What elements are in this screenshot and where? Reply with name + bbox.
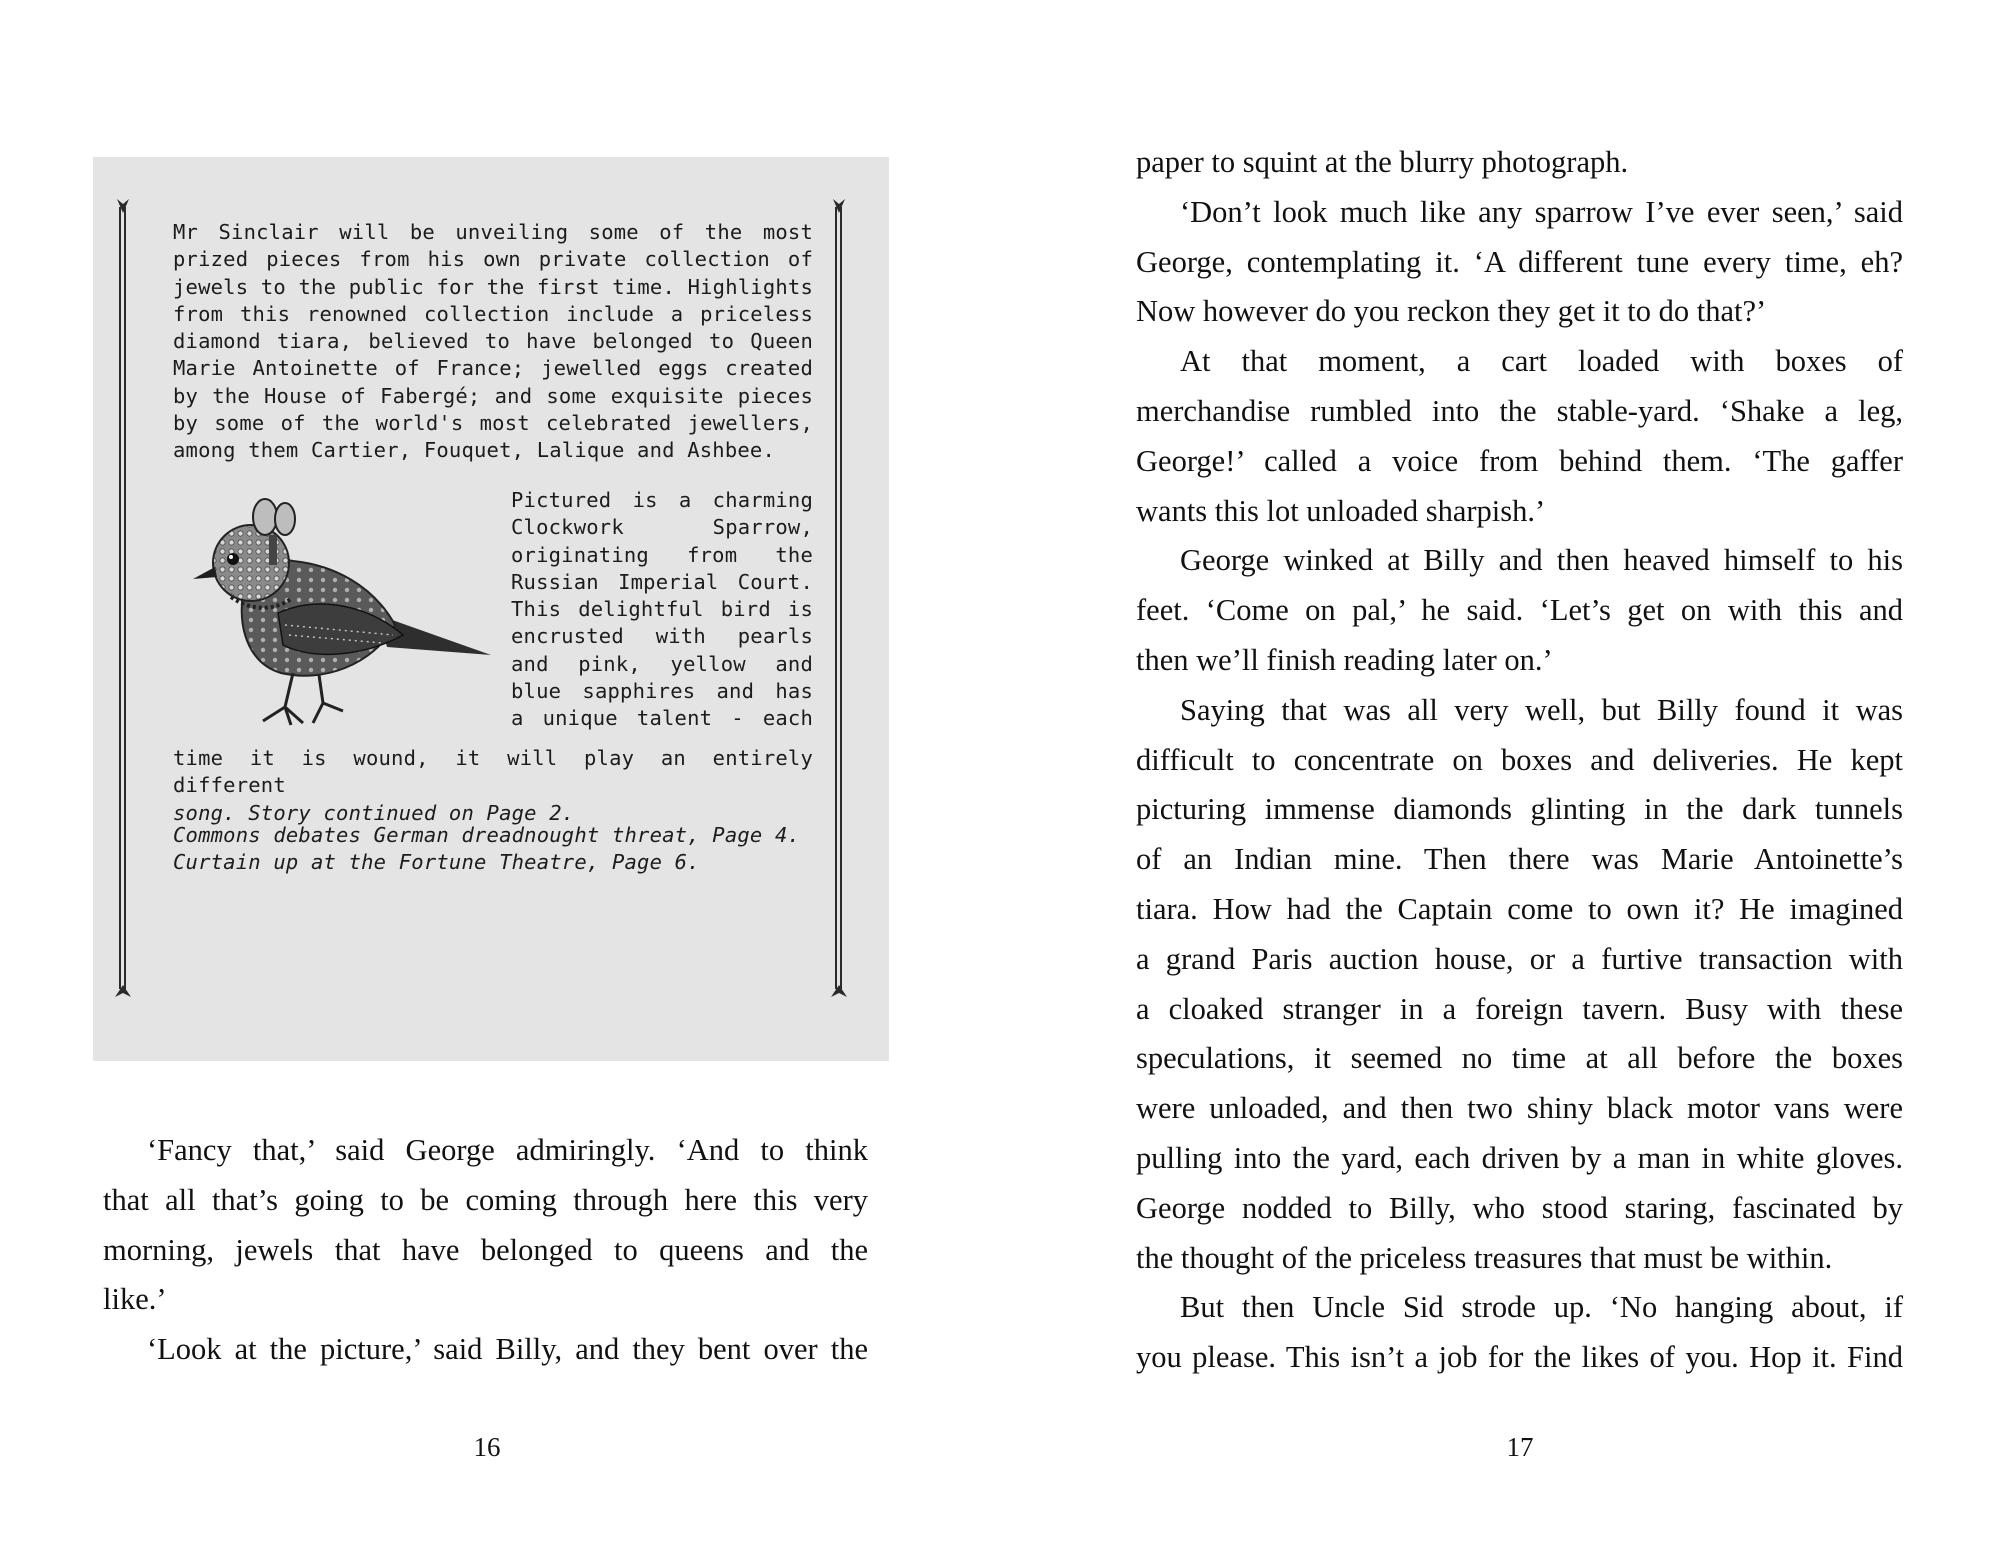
text-line: merchandise rumbled into the stable-yard. ‘Shake a leg, xyxy=(1136,393,1903,428)
paragraph xyxy=(1136,337,1903,536)
text-line: feet. ‘Come on pal,’ he said. ‘Let’s get on with this and xyxy=(1136,593,1903,628)
text-line: ‘Fancy that,’ said George admiringly. ‘And to think xyxy=(147,1133,868,1167)
text-line: the thought of the priceless treasures that must be within. xyxy=(1136,1240,1833,1275)
clipping-line: by the House of Fabergé; and some exquisite pieces xyxy=(173,383,813,408)
paragraph xyxy=(1136,1283,1903,1383)
clipping-line: Russian Imperial Court. xyxy=(511,569,813,594)
newspaper-clipping xyxy=(93,157,889,1061)
clipping-line: time it is wound, it will play an entirely different xyxy=(173,746,813,798)
left-page-body xyxy=(103,1126,868,1375)
text-line: ‘Don’t look much like any sparrow I’ve ever seen,’ said xyxy=(1180,194,1903,229)
paragraph xyxy=(1136,536,1903,685)
text-line: George winked at Billy and then heaved himself to his xyxy=(1180,543,1903,578)
clipping-caption-text xyxy=(511,487,813,733)
left-column-rule xyxy=(119,207,127,989)
text-line: At that moment, a cart loaded with boxes of xyxy=(1180,344,1903,379)
text-line: picturing immense diamonds glinting in the dark tunnels xyxy=(1136,792,1903,827)
clipping-line: by some of the world's most celebrated jewellers, xyxy=(173,411,813,436)
clipping-line: jewels to the public for the first time. Highlights xyxy=(173,274,813,299)
clipping-main-text xyxy=(173,219,813,465)
text-line: George, contemplating it. ‘A different tune every time, eh? xyxy=(1136,244,1903,279)
rule-cap-icon xyxy=(113,199,133,213)
right-page-body xyxy=(1136,138,1903,1383)
text-line: like.’ xyxy=(103,1282,167,1317)
clipping-teasers xyxy=(173,822,813,877)
paragraph xyxy=(1136,138,1903,188)
paragraph xyxy=(1136,188,1903,337)
right-page xyxy=(1000,0,2000,1551)
clipping-line: Pictured is a charming xyxy=(511,488,813,512)
text-line: George!’ called a voice from behind them. ‘The gaffer xyxy=(1136,443,1903,478)
teaser-line: Curtain up at the Fortune Theatre, Page 6. xyxy=(173,850,700,875)
paragraph xyxy=(1136,686,1903,1284)
story-continued-note: song. Story continued on Page 2. xyxy=(173,800,575,825)
text-line: morning, jewels that have belonged to queens and the xyxy=(103,1232,868,1267)
paragraph xyxy=(103,1325,868,1375)
page-number: 17 xyxy=(1506,1432,1534,1462)
text-line: paper to squint at the blurry photograph. xyxy=(1136,145,1629,179)
rule-cap-icon xyxy=(829,199,849,213)
text-line: then we’ll finish reading later on.’ xyxy=(1136,642,1553,677)
text-line: tiara. How had the Captain come to own it? He imagined xyxy=(1136,891,1903,926)
clipping-line: and pink, yellow and xyxy=(511,651,813,676)
text-line: of an Indian mine. Then there was Marie Antoinette’s xyxy=(1136,842,1903,877)
text-line: a cloaked stranger in a foreign tavern. Busy with these xyxy=(1136,991,1903,1026)
clipping-line: blue sapphires and has xyxy=(511,679,813,704)
clipping-line: Marie Antoinette of France; jewelled eggs created xyxy=(173,356,813,381)
clockwork-sparrow-icon xyxy=(173,475,503,735)
clipping-line: from this renowned collection include a priceless xyxy=(173,301,813,326)
text-line: speculations, it seemed no time at all before the boxes xyxy=(1136,1041,1903,1076)
clipping-tail-text xyxy=(173,745,813,827)
text-line: George nodded to Billy, who stood staring, fascinated by xyxy=(1136,1190,1903,1225)
text-line: Saying that was all very well, but Billy found it was xyxy=(1180,692,1903,727)
clipping-line: among them Cartier, Fouquet, Lalique and Ashbee. xyxy=(173,438,776,463)
clipping-line: This delightful bird is xyxy=(511,597,813,622)
text-line: wants this lot unloaded sharpish.’ xyxy=(1136,493,1546,528)
paragraph xyxy=(103,1126,868,1325)
rule-cap-icon xyxy=(829,985,849,999)
teaser-line: Commons debates German dreadnought threat, Page 4. xyxy=(173,823,801,847)
page-number: 16 xyxy=(473,1432,501,1462)
clipping-line: encrusted with pearls xyxy=(511,624,813,649)
clipping-line: diamond tiara, believed to have belonged to Queen xyxy=(173,329,813,354)
text-line: pulling into the yard, each driven by a man in white gloves. xyxy=(1136,1140,1903,1175)
clipping-line: a unique talent - each xyxy=(511,706,813,731)
right-column-rule xyxy=(835,207,843,989)
text-line: difficult to concentrate on boxes and deliveries. He kept xyxy=(1136,742,1903,777)
text-line: that all that’s going to be coming through here this very xyxy=(103,1182,868,1217)
text-line: ‘Look at the picture,’ said Billy, and they bent over the xyxy=(147,1332,868,1367)
text-line: you please. This isn’t a job for the likes of you. Hop it. Find xyxy=(1136,1340,1903,1375)
text-line: were unloaded, and then two shiny black motor vans were xyxy=(1136,1091,1903,1126)
clipping-line: Mr Sinclair will be unveiling some of the most xyxy=(173,220,813,244)
rule-cap-icon xyxy=(113,985,133,999)
clipping-line: originating from the xyxy=(511,542,813,567)
text-line: But then Uncle Sid strode up. ‘No hanging about, if xyxy=(1180,1290,1903,1325)
text-line: a grand Paris auction house, or a furtive transaction with xyxy=(1136,941,1903,976)
text-line: Now however do you reckon they get it to do that?’ xyxy=(1136,294,1767,329)
clipping-line: Clockwork Sparrow, xyxy=(511,515,813,540)
clipping-line: prized pieces from his own private collection of xyxy=(173,247,813,272)
